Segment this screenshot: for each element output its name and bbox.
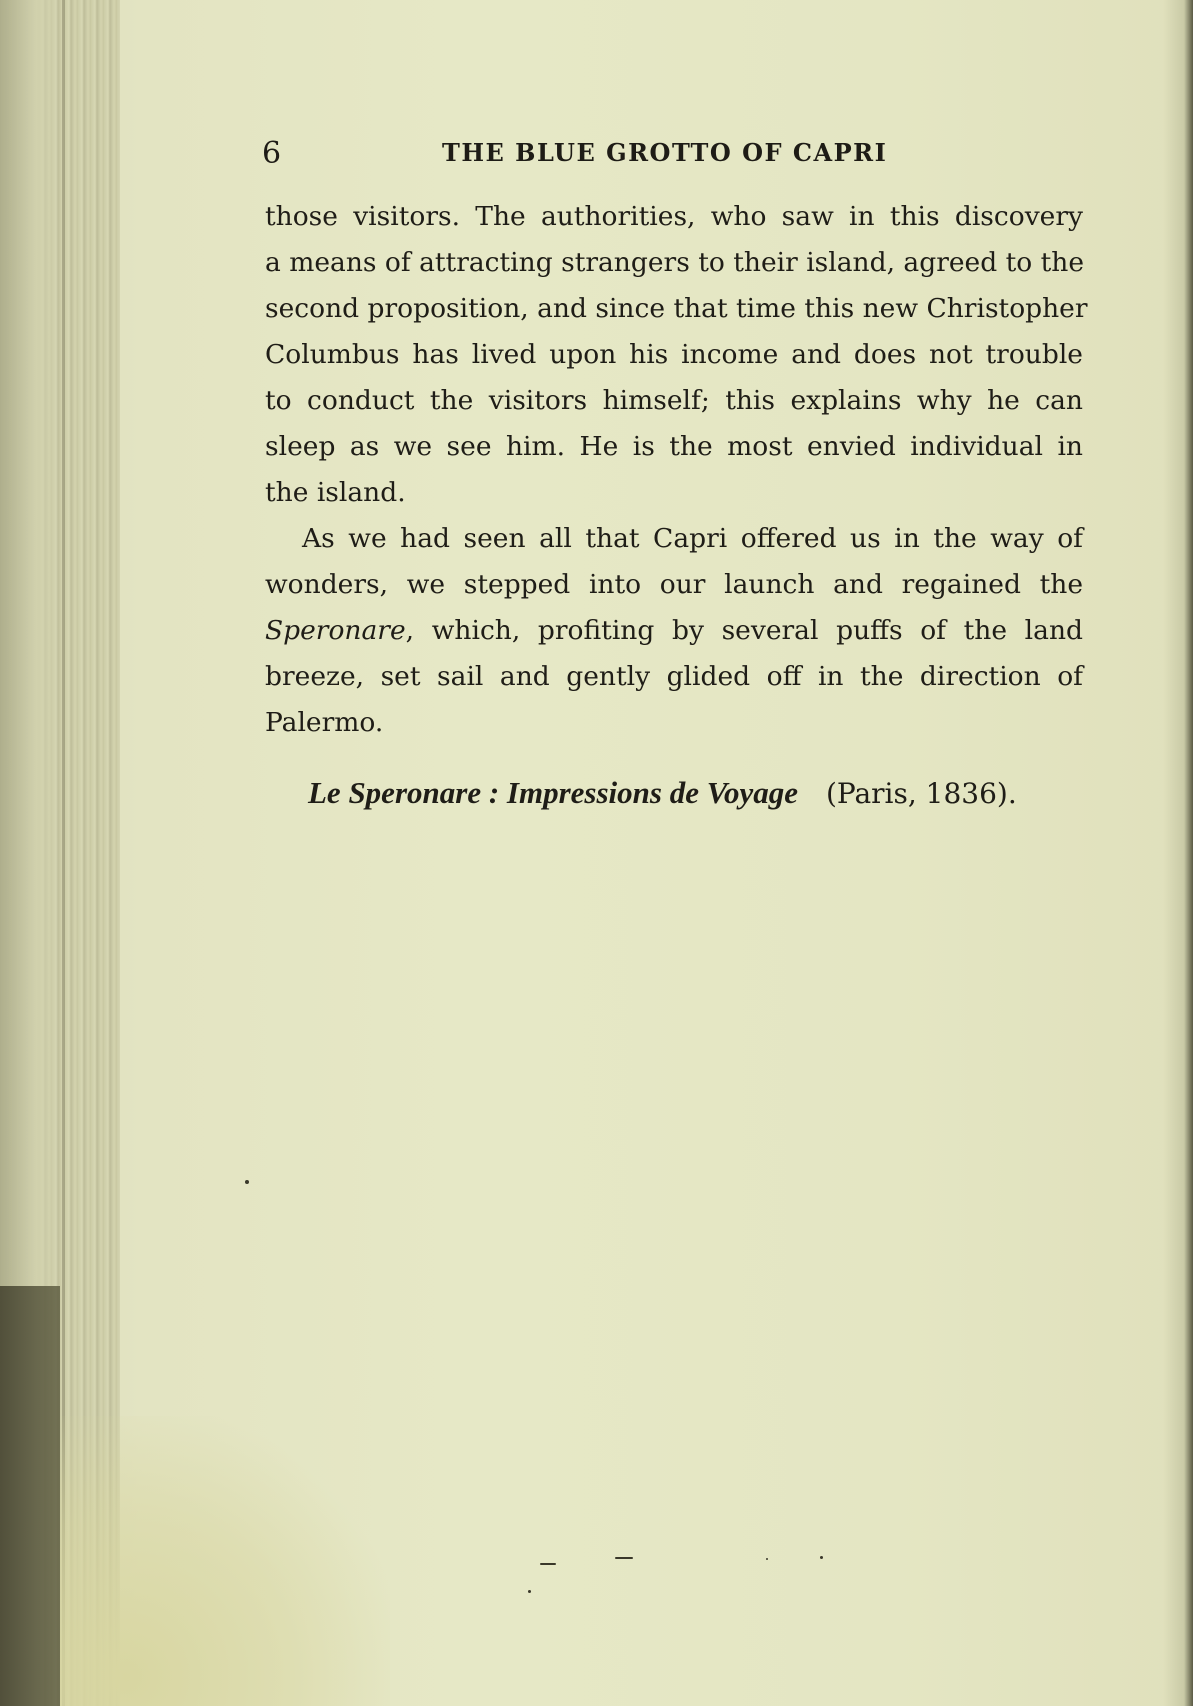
text-line: breeze, set sail and gently glided off in the direction of	[265, 661, 1083, 692]
paper-speck	[820, 1556, 823, 1559]
italic-ship-name: Speronare	[265, 615, 406, 646]
binding-shadow	[0, 1286, 60, 1706]
paper-speck	[540, 1563, 556, 1565]
body-text	[265, 194, 1088, 746]
text-line: a means of attracting strangers to their island, agreed to the	[265, 247, 1085, 278]
page-header	[262, 136, 1082, 176]
text-fragment: , which, profiting by several puffs of the land	[405, 615, 1083, 646]
text-line: As we had seen all that Capri offered us in the way of	[302, 523, 1083, 554]
text-line: wonders, we stepped into our launch and regained the	[265, 569, 1083, 600]
text-line: those visitors. The authorities, who saw in this discovery	[265, 201, 1083, 232]
text-line: Palermo.	[265, 707, 384, 738]
right-page-edge	[1163, 0, 1193, 1706]
citation-publication: (Paris, 1836).	[825, 777, 1017, 810]
paper-stain	[60, 1416, 390, 1706]
text-line: second proposition, and since that time this new Christopher	[265, 293, 1088, 324]
running-title: THE BLUE GROTTO OF CAPRI	[442, 138, 888, 167]
page-number: 6	[262, 136, 282, 171]
paper-speck	[528, 1590, 531, 1593]
paragraph	[265, 194, 1088, 516]
paper-speck	[245, 1180, 249, 1184]
text-line: Columbus has lived upon his income and does not trouble	[265, 339, 1083, 370]
paper-speck	[766, 1558, 768, 1560]
citation-work-title: Le Speronare : Impressions de Voyage	[308, 775, 798, 810]
text-line	[265, 608, 1083, 654]
paper-speck	[615, 1557, 633, 1559]
paragraph	[265, 516, 1083, 746]
text-line: the island.	[265, 477, 406, 508]
text-line: sleep as we see him. He is the most envied individual in	[265, 431, 1083, 462]
text-line: to conduct the visitors himself; this explains why he can	[265, 385, 1083, 416]
source-citation	[308, 775, 1017, 811]
